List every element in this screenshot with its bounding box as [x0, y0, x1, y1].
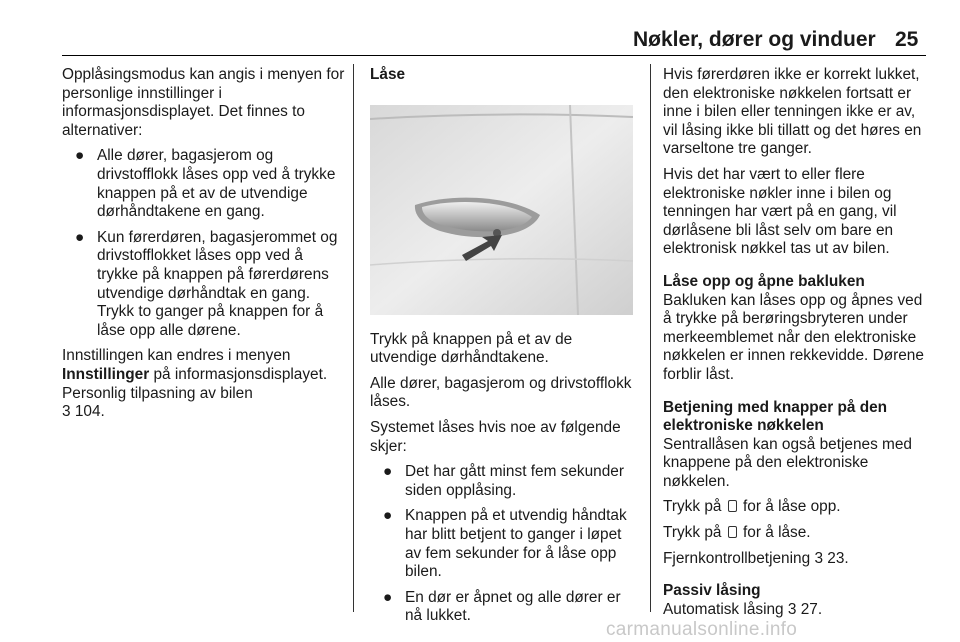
lock-paragraph-3: Systemet låses hvis noe av følgende skjer:: [370, 418, 621, 455]
settings-menu-term: Innstillinger: [62, 365, 150, 383]
unlock-instruction: Trykk på for å låse opp.: [663, 498, 841, 516]
door-handle-photo: [370, 105, 633, 315]
column-divider-2: [650, 64, 651, 612]
section-heading-tailgate: Låse opp og åpne bakluken: [663, 272, 865, 290]
lock-paragraph-1: Trykk på knappen på et av de utvendige dørhåndtakene.: [370, 330, 573, 367]
column-3: [663, 66, 929, 626]
remote-control-reference: Fjernkontrollbetjening 3 23.: [663, 549, 849, 567]
reference-arrow-icon: 3: [787, 600, 797, 618]
lock-padlock-icon: [728, 526, 737, 538]
door-warning-paragraph: Hvis førerdøren ikke er korrekt lukket, den elektroniske nøkkelen fortsatt er inne i bilen eller tenningen ikke er av, vil låsing ikke bli tillatt og det høres en varseltone tre ganger.: [663, 66, 922, 158]
auto-locking-reference: Automatisk låsing 3 27.: [663, 600, 823, 618]
section-heading-key-buttons: Betjening med knapper på den elektroniske nøkkelen: [663, 398, 888, 435]
page-number: 25: [895, 28, 919, 51]
settings-paragraph: Innstillingen kan endres i menyen Innstillinger på informasjonsdisplayet. Personlig tilpasning av bilen 3 104.: [62, 347, 328, 421]
reference-arrow-icon: 3: [62, 403, 71, 421]
section-heading-passive-locking: Passiv låsing: [663, 582, 761, 600]
page-header: [0, 0, 960, 52]
key-buttons-paragraph: Sentrallåsen kan også betjenes med knappene på den elektroniske nøkkelen.: [663, 435, 912, 490]
lock-paragraph-2: Alle dører, bagasjerom og drivstofflokk låses.: [370, 374, 632, 411]
header-rule: [62, 55, 926, 56]
watermark: carmanualsonline.info: [606, 619, 798, 640]
unlock-options-list: [62, 147, 347, 340]
section-heading-lock: Låse: [370, 66, 406, 83]
list-item: ● Knappen på et utvendig håndtak har blitt betjent to ganger i løpet av fem sekunder for å låse opp bilen.: [383, 507, 627, 581]
reference-arrow-icon: 3: [814, 549, 823, 567]
list-item: ● Kun førerdøren, bagasjerommet og drivstofflokket låses opp ved å trykke på knappen på førerdørens utvendige dørhåndtak en gang. Trykk to ganger på knappen for å låse opp alle dørene.: [75, 228, 338, 339]
page-title: Nøkler, dører og vinduer: [633, 28, 876, 51]
list-item: ● Alle dører, bagasjerom og drivstofflokk låses opp ved å trykke knappen på et av de utvendige dørhåndtakene en gang.: [75, 147, 336, 221]
unlock-padlock-icon: [728, 500, 737, 512]
multiple-keys-paragraph: Hvis det har vært to eller flere elektroniske nøkler inne i bilen og tenningen har vært på en gang, vil dørlåsene bli låst selv om bare en elektronisk nøkkel tas ut av bilen.: [663, 165, 897, 258]
list-item: ● En dør er åpnet og alle dører er nå lukket.: [383, 588, 621, 625]
tailgate-paragraph: Bakluken kan låses opp og åpnes ved å trykke på berøringsbryteren under merkeemblemet når den elektroniske nøkkelen er innen rekkevidde. Dørene forblir låst.: [663, 291, 924, 383]
lock-instruction: Trykk på for å låse.: [663, 524, 811, 542]
list-item: ● Det har gått minst fem sekunder siden opplåsing.: [383, 463, 624, 499]
column-divider-1: [353, 64, 354, 612]
column-2: [370, 66, 640, 633]
column-1: [62, 66, 347, 429]
intro-paragraph: Opplåsingsmodus kan angis i menyen for personlige innstillinger i informasjonsdisplayet. Det finnes to alternativer:: [62, 66, 345, 139]
lock-conditions-list: [370, 463, 640, 626]
